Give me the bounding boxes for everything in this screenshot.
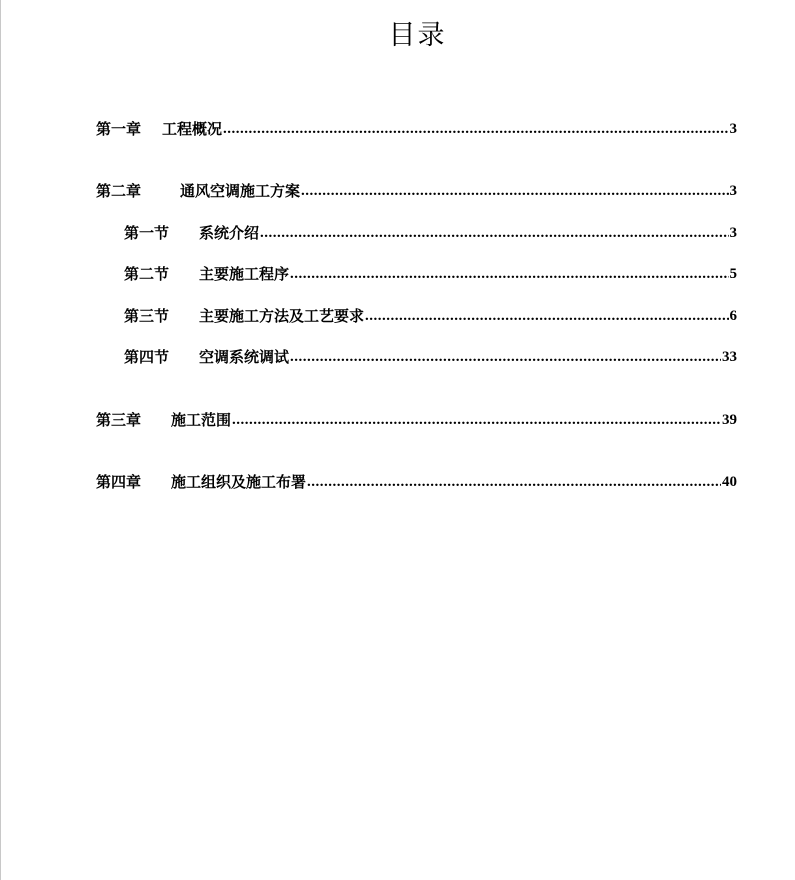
toc-entry-title: 工程概况 [162, 120, 223, 138]
toc-entry-number: 第四章 [96, 473, 142, 491]
toc-entry-number: 第一章 [96, 120, 142, 138]
page-edge [0, 0, 1, 880]
toc-entry-page: 39 [722, 412, 737, 428]
toc-leader-dots [223, 120, 728, 138]
toc-entry-chapter-2[interactable] [96, 178, 737, 200]
toc-entry-number: 第四节 [124, 348, 170, 366]
toc-entry-page: 40 [722, 474, 737, 490]
toc-entry-title: 主要施工程序 [199, 265, 290, 283]
toc-entry-title: 系统介绍 [199, 224, 260, 242]
toc-entry-section-3[interactable] [124, 303, 737, 325]
toc-entry-title: 主要施工方法及工艺要求 [199, 307, 365, 325]
toc-entry-number: 第一节 [124, 224, 170, 242]
toc-entry-number: 第二节 [124, 265, 170, 283]
toc-entry-page: 6 [729, 308, 737, 324]
toc-leader-dots [290, 265, 728, 283]
toc-entry-section-4[interactable] [124, 344, 737, 366]
toc-entry-number: 第三节 [124, 307, 170, 325]
toc-entry-title: 施工范围 [171, 411, 232, 429]
toc-entry-page: 3 [729, 183, 737, 199]
toc-entry-page: 3 [729, 225, 737, 241]
document-title: 目录 [388, 20, 447, 52]
toc-leader-dots [290, 348, 721, 366]
toc-entry-title: 通风空调施工方案 [180, 182, 301, 200]
toc-leader-dots [260, 224, 728, 242]
toc-entry-page: 5 [729, 266, 737, 282]
toc-entry-title: 空调系统调试 [199, 348, 290, 366]
toc-leader-dots [307, 473, 721, 491]
toc-entry-page: 3 [729, 121, 737, 137]
toc-entry-chapter-3[interactable] [96, 407, 737, 429]
toc-entry-title: 施工组织及施工布署 [171, 473, 307, 491]
toc-leader-dots [232, 411, 721, 429]
toc-entry-number: 第二章 [96, 182, 142, 200]
toc-entry-page: 33 [722, 349, 737, 365]
toc-entry-chapter-4[interactable] [96, 469, 737, 491]
toc-leader-dots [301, 182, 728, 200]
toc-entry-number: 第三章 [96, 411, 142, 429]
toc-entry-chapter-1[interactable] [96, 116, 737, 138]
toc-entry-section-2[interactable] [124, 261, 737, 283]
toc-leader-dots [365, 307, 728, 325]
toc-entry-section-1[interactable] [124, 220, 737, 242]
